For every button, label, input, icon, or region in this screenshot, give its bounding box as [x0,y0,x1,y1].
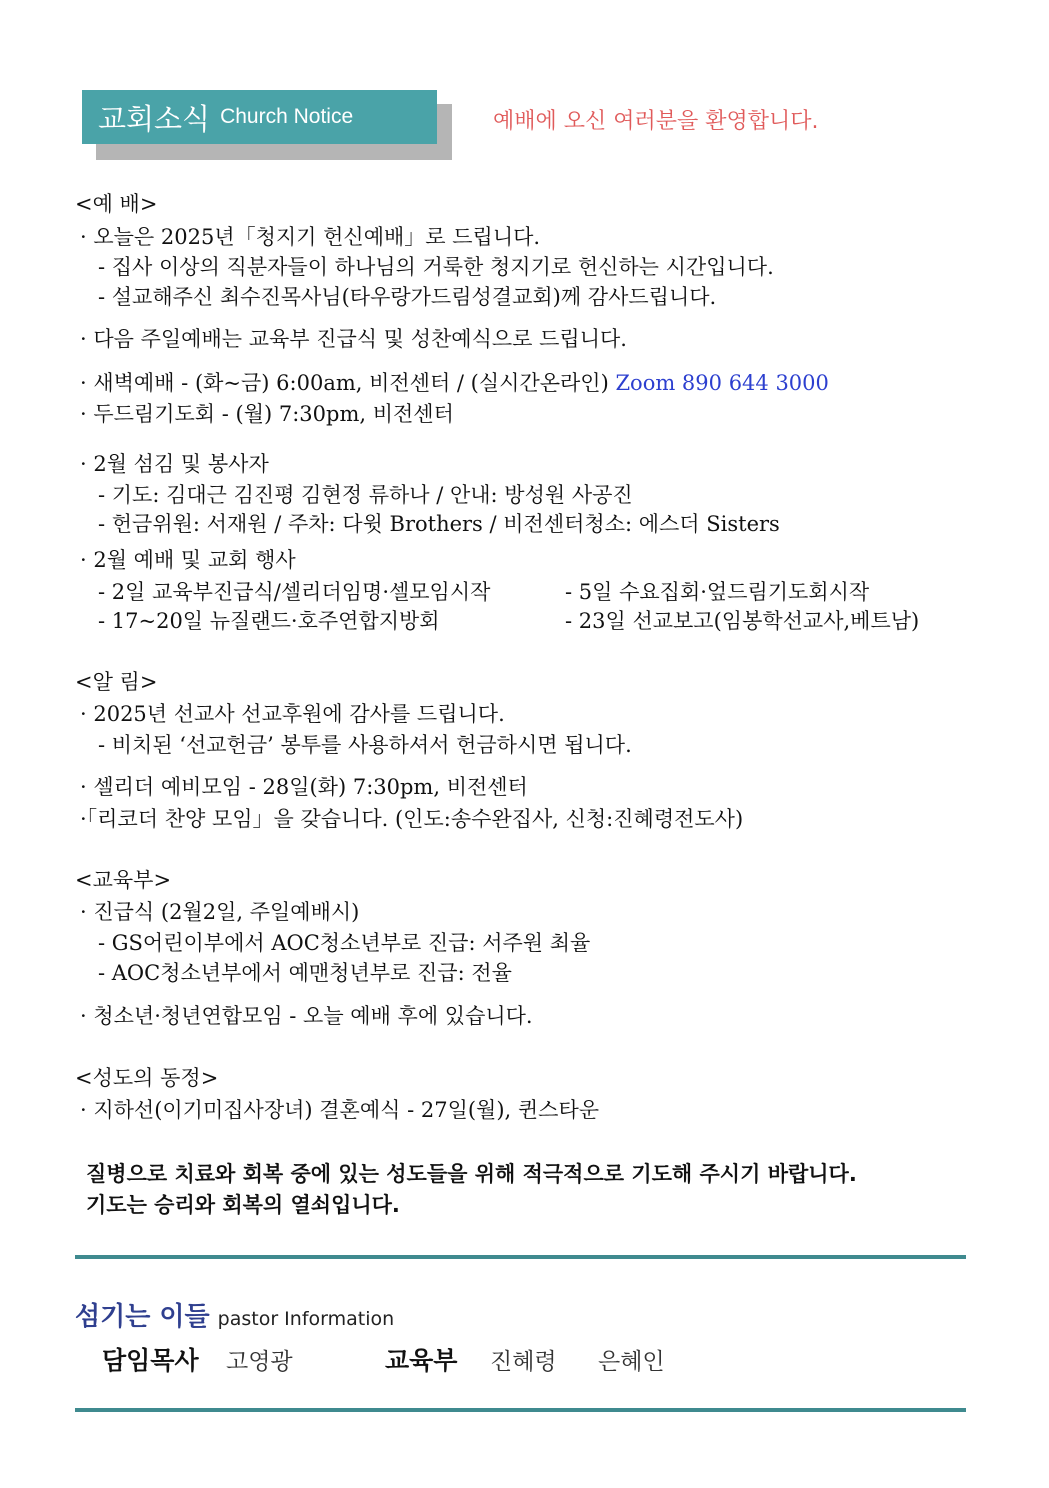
education-line: - GS어린이부에서 AOC청소년부로 진급: 서주원 최율 [98,931,591,955]
notice-line: · 셀리더 예비모임 - 28일(화) 7:30pm, 비전센터 [80,775,528,799]
staff-title [75,1296,394,1333]
notice-heading: <알 림> [75,670,158,694]
prayer-request: 질병으로 치료와 회복 중에 있는 성도들을 위해 적극적으로 기도해 주시기 바랍니다. [86,1162,857,1186]
dawn-prayer-text: · 새벽예배 - (화~금) 6:00am, 비전센터 / (실시간온라인) [80,371,616,395]
education-line: · 청소년·청년연합모임 - 오늘 예배 후에 있습니다. [80,1004,533,1028]
senior-pastor-name: 고영광 [226,1349,293,1375]
notice-line: · 2025년 선교사 선교후원에 감사를 드립니다. [80,702,505,726]
staff-title-en: pastor Information [217,1308,395,1330]
event-item: - 23일 선교보고(임봉학선교사,베트남) [565,609,920,633]
header-title-ko: 교회소식 [98,103,211,136]
worship-heading: <예 배> [75,192,158,216]
education-staff-label: 교육부 [385,1346,458,1375]
zoom-link[interactable]: Zoom 890 644 3000 [615,371,829,395]
worship-line: · 다음 주일예배는 교육부 진급식 및 성찬예식으로 드립니다. [80,327,627,351]
education-line: · 진급식 (2월2일, 주일예배시) [80,900,360,924]
worship-line: · 2월 예배 및 교회 행사 [80,548,296,572]
members-heading: <성도의 동정> [75,1066,219,1090]
header-banner [82,90,437,144]
notice-line: ·「리코더 찬양 모임」을 갖습니다. (인도:송수완집사, 신청:진혜령전도사) [80,807,744,831]
education-staff-name: 은혜인 [598,1349,665,1375]
welcome-message: 예배에 오신 여러분을 환영합니다. [493,109,819,134]
staff-title-ko: 섬기는 이들 [75,1302,210,1332]
senior-pastor-label: 담임목사 [102,1346,199,1375]
members-line: · 지하선(이기미집사장녀) 결혼예식 - 27일(월), 퀸스타운 [80,1098,600,1122]
divider [75,1255,966,1259]
event-item: - 17~20일 뉴질랜드·호주연합지방회 [98,609,440,633]
notice-line: - 비치된 ‘선교헌금’ 봉투를 사용하셔서 헌금하시면 됩니다. [98,733,632,757]
education-heading: <교육부> [75,868,172,892]
education-line: - AOC청소년부에서 예맨청년부로 진급: 전율 [98,961,512,985]
header-title-en: Church Notice [220,105,354,128]
worship-line: - 집사 이상의 직분자들이 하나님의 거룩한 청지기로 헌신하는 시간입니다. [98,255,774,279]
event-item: - 2일 교육부진급식/셀리더임명·셀모임시작 [98,580,491,604]
prayer-request: 기도는 승리와 회복의 열쇠입니다. [86,1193,400,1217]
education-staff-name: 진혜령 [490,1349,557,1375]
event-item: - 5일 수요집회·엎드림기도회시작 [565,580,870,604]
worship-line: - 헌금위원: 서재원 / 주차: 다윗 Brothers / 비전센터청소: 에스더 Sisters [98,512,780,536]
worship-line: · 2월 섬김 및 봉사자 [80,452,269,476]
worship-line: - 설교해주신 최수진목사님(타우랑가드림성결교회)께 감사드립니다. [98,285,717,309]
worship-line: · 오늘은 2025년「청지기 헌신예배」로 드립니다. [80,225,541,249]
dawn-prayer-line [80,369,829,397]
worship-line: - 기도: 김대근 김진평 김현정 류하나 / 안내: 방성원 사공진 [98,483,633,507]
divider [75,1408,966,1412]
worship-line: · 두드림기도회 - (월) 7:30pm, 비전센터 [80,402,454,426]
